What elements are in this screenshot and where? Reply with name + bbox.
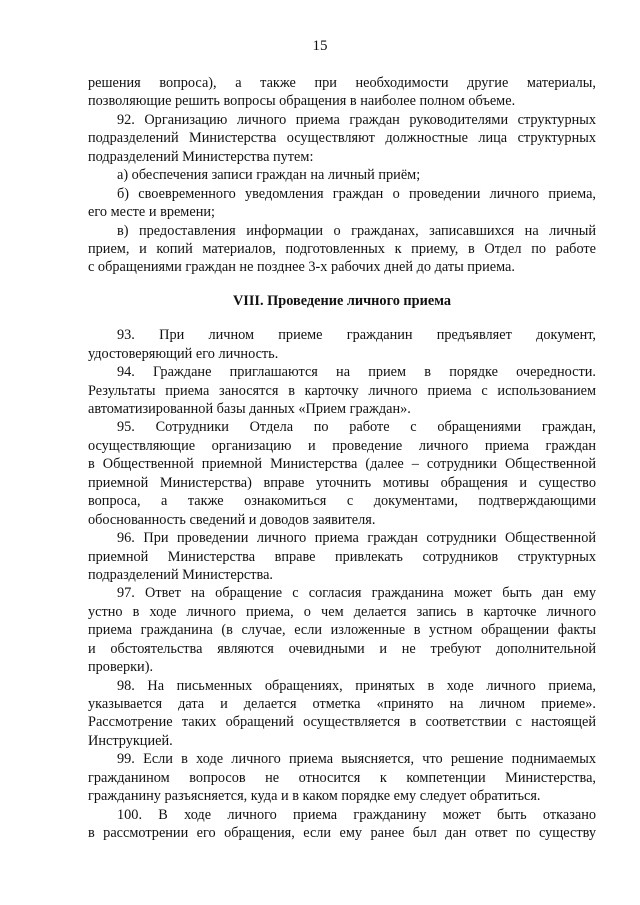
- text-line: 95. Сотрудники Отдела по работе с обращениями граждан,: [117, 419, 596, 436]
- text-line: гражданину разъясняется, куда и в каком порядке ему следует обратиться.: [88, 788, 541, 805]
- text-line: б) своевременного уведомления граждан о проведении личного приема,: [117, 185, 596, 202]
- text-line: Инструкцией.: [88, 732, 173, 749]
- text-line: 92. Организацию личного приема граждан руководителями структурных: [117, 111, 596, 128]
- document-body: [88, 74, 596, 843]
- text-line: решения вопроса), а также при необходимости другие материалы,: [88, 75, 596, 91]
- text-line: 93. При личном приеме гражданин предъявляет документ,: [117, 327, 596, 344]
- text-line: в Общественной приемной Министерства (далее – сотрудники Общественной: [88, 456, 596, 473]
- text-line: 96. При проведении личного приема граждан сотрудники Общественной: [117, 530, 596, 547]
- text-line: с обращениями граждан не позднее 3-х рабочих дней до даты приема.: [88, 259, 515, 276]
- text-line: Результаты приема заносятся в карточку личного приема с использованием: [88, 382, 596, 399]
- paragraphs-before-heading: [88, 74, 596, 277]
- text-line: осуществляющие организацию и проведение личного приема граждан: [88, 437, 596, 454]
- text-line: 100. В ходе личного приема гражданину может быть отказано: [117, 806, 596, 823]
- text-line: 94. Граждане приглашаются на прием в порядке очередности.: [117, 364, 596, 381]
- section-heading: VIII. Проведение личного приема: [232, 292, 451, 309]
- page-number: 15: [312, 38, 328, 54]
- text-line: проверки).: [88, 659, 154, 676]
- text-line: обоснованность сведений и доводов заявителя.: [88, 511, 376, 528]
- text-line: гражданином вопросов не относится к компетенции Министерства,: [88, 769, 596, 786]
- text-line: приемной Министерства) вправе уточнить мотивы обращения и существо: [88, 474, 596, 491]
- text-line: 99. Если в ходе личного приема выясняется, что решение поднимаемых: [117, 751, 596, 768]
- text-line: позволяющие решить вопросы обращения в наиболее полном объеме.: [88, 93, 516, 110]
- text-line: приемной Министерства вправе привлекать сотрудников структурных: [88, 548, 596, 565]
- text-line: подразделений Министерства осуществляют должностные лица структурных: [88, 130, 596, 147]
- text-line: 98. На письменных обращениях, принятых в ходе личного приема,: [117, 677, 596, 694]
- text-line: указывается дата и делается отметка «принято на личном приеме».: [88, 696, 596, 712]
- text-line: устно в ходе личного приема, о чем делается запись в карточке личного: [88, 603, 596, 620]
- text-line: в рассмотрении его обращения, если ему ранее был дан ответ по существу: [88, 825, 596, 842]
- text-line: приема гражданина (в случае, если изложенные в устном обращении факты: [88, 622, 596, 639]
- text-line: в) предоставления информации о гражданах, записавшихся на личный: [117, 222, 596, 239]
- text-line: вопроса, а также ознакомиться с документами, подтверждающими: [88, 493, 596, 510]
- text-line: Рассмотрение таких обращений осуществляется в соответствии с настоящей: [88, 714, 596, 731]
- text-line: подразделений Министерства.: [88, 566, 274, 583]
- paragraphs-after-heading: [88, 326, 596, 842]
- text-line: автоматизированной базы данных «Прием граждан».: [88, 401, 411, 417]
- text-line: удостоверяющий его личность.: [88, 345, 279, 362]
- text-line: и обстоятельства являются очевидными и не требуют дополнительной: [88, 640, 596, 657]
- text-line: прием, и копий материалов, подготовленных к приему, в Отдел по работе: [88, 240, 596, 257]
- text-line: а) обеспечения записи граждан на личный приём;: [117, 167, 421, 184]
- text-line: подразделений Министерства путем:: [88, 148, 314, 165]
- text-line: 97. Ответ на обращение с согласия гражданина может быть дан ему: [117, 585, 596, 602]
- text-line: его месте и времени;: [88, 204, 215, 221]
